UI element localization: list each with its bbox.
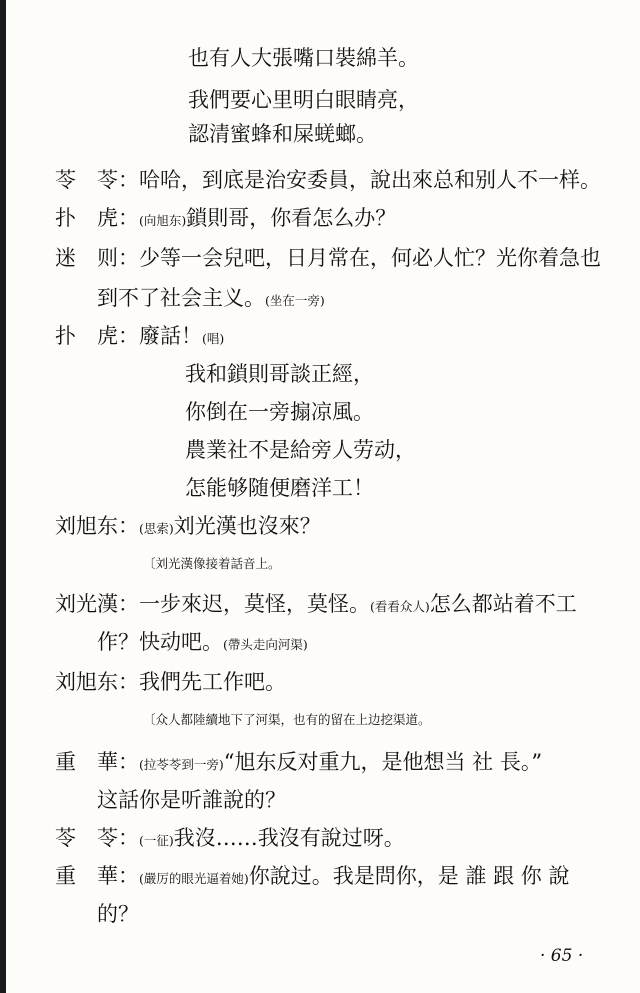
stage-direction: (嚴厉的眼光逼着她) xyxy=(139,871,249,886)
speaker-name: 刘旭东： xyxy=(55,514,139,538)
dialogue-text: 一步來迟，莫怪，莫怪。 xyxy=(139,592,370,616)
dialogue-line xyxy=(55,592,577,619)
stage-direction: (思索) xyxy=(139,521,174,536)
stage-direction-line: 〔刘光漢像接着話音上。 xyxy=(143,556,281,571)
verse-line: 我和鎖則哥談正經， xyxy=(185,362,374,386)
dialogue-line xyxy=(55,864,569,891)
speaker-name: 扑 虎： xyxy=(55,324,139,348)
verse-line: 你倒在一旁搧凉風。 xyxy=(185,400,374,424)
dialogue-continuation xyxy=(97,788,286,812)
dialogue-continuation xyxy=(97,630,308,657)
stage-direction-line: 〔众人都陸續地下了河渠，也有的留在上边挖渠道。 xyxy=(143,712,431,727)
stage-direction: (看看众人) xyxy=(370,599,430,614)
dialogue-text: 刘光漢也沒來？ xyxy=(173,514,321,538)
page-binding-edge xyxy=(0,0,6,993)
dialogue-text: 鎖則哥，你看怎么办？ xyxy=(186,206,397,230)
dialogue-text: 你說过。我是問你，是 誰 跟 你 說 xyxy=(248,864,570,888)
stage-direction: (向旭东) xyxy=(139,213,187,228)
verse-line: 怎能够随便磨洋工！ xyxy=(185,476,374,500)
dialogue-text: 这話你是听誰說的？ xyxy=(97,788,286,812)
verse-line: 認清蜜蜂和屎蜣螂。 xyxy=(188,122,377,146)
stage-direction: (一征) xyxy=(139,833,174,848)
dialogue-line xyxy=(55,168,601,192)
page-number: · 65 · xyxy=(540,946,584,966)
verse-line: 也有人大張嘴口裝綿羊。 xyxy=(188,46,419,70)
dialogue-line xyxy=(55,670,286,694)
dialogue-text: 廢話！ xyxy=(139,324,202,348)
dialogue-text: 哈哈，到底是治安委員，說出來总和别人不一样。 xyxy=(139,168,601,192)
stage-direction: (坐在一旁) xyxy=(265,293,325,308)
verse-line: 我們要心里明白眼睛亮， xyxy=(188,88,419,112)
dialogue-line xyxy=(55,514,321,541)
dialogue-text: 我沒……我沒有說过呀。 xyxy=(173,826,405,850)
speaker-name: 重 華： xyxy=(55,864,139,888)
stage-direction: (唱) xyxy=(202,331,225,346)
speaker-name: 刘旭东： xyxy=(55,670,139,694)
stage-direction: (帶头走向河渠) xyxy=(223,637,308,652)
verse-line: 農業社不是給旁人劳动， xyxy=(185,438,416,462)
dialogue-text: 的？ xyxy=(97,902,139,926)
dialogue-line xyxy=(55,206,396,233)
speaker-name: 苓 苓： xyxy=(55,168,139,192)
dialogue-text: “旭东反对重九，是他想当 社 長。” xyxy=(223,750,543,774)
dialogue-text: 作？快动吧。 xyxy=(97,630,223,654)
dialogue-continuation xyxy=(97,902,139,926)
speaker-name: 迷 则： xyxy=(55,246,139,270)
dialogue-line xyxy=(55,826,405,853)
dialogue-continuation xyxy=(97,286,325,313)
dialogue-line xyxy=(55,750,542,777)
dialogue-line xyxy=(55,324,224,351)
dialogue-text: 怎么都站着不工 xyxy=(429,592,577,616)
speaker-name: 刘光漢： xyxy=(55,592,139,616)
speaker-name: 扑 虎： xyxy=(55,206,139,230)
stage-direction: (拉苓苓到一旁) xyxy=(139,757,224,772)
speaker-name: 重 華： xyxy=(55,750,139,774)
dialogue-text: 我們先工作吧。 xyxy=(139,670,286,694)
dialogue-text: 少等一会兒吧，日月常在，何必人忙？光你着急也 xyxy=(139,246,601,270)
speaker-name: 苓 苓： xyxy=(55,826,139,850)
dialogue-line xyxy=(55,246,601,270)
dialogue-text: 到不了社会主义。 xyxy=(97,286,265,310)
